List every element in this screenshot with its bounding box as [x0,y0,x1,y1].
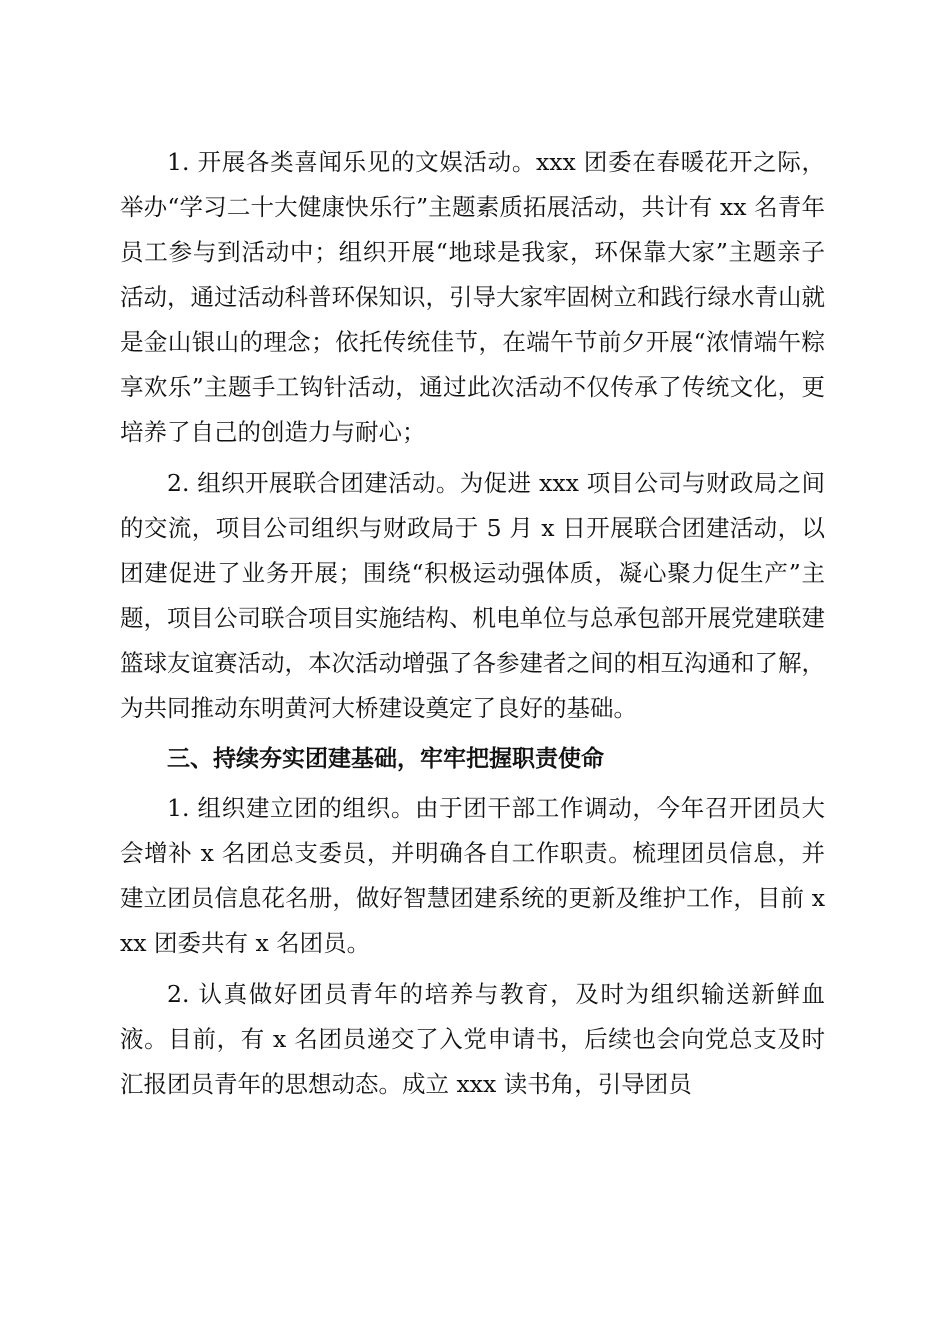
document-page [120,140,825,1107]
paragraph-organization-building: 1. 组织建立团的组织。由于团干部工作调动，今年召开团员大会增补 x 名团总支委员，并明确各自工作职责。梳理团员信息，并建立团员信息花名册，做好智慧团建系统的更新及维护工作，目前 xxx 团委共有 x 名团员。 [120,794,825,957]
section-heading-3: 三、持续夯实团建基础，牢牢把握职责使命 [167,746,604,772]
paragraph-member-training: 2. 认真做好团员青年的培养与教育，及时为组织输送新鲜血液。目前，有 x 名团员递交了入党申请书，后续也会向党总支及时汇报团员青年的思想动态。成立 xxx 读书角，引导团员 [120,980,825,1098]
paragraph-cultural-activities: 1. 开展各类喜闻乐见的文娱活动。xxx 团委在春暖花开之际，举办“学习二十大健康快乐行”主题素质拓展活动，共计有 xx 名青年员工参与到活动中；组织开展“地球是我家，环保靠大家”主题亲子活动，通过活动科普环保知识，引导大家牢固树立和践行绿水青山就是金山银山的理念；依托传统佳节，在端午节前夕开展“浓情端午粽享欢乐”主题手工钩针活动，通过此次活动不仅传承了传统文化，更培养了自己的创造力与耐心； [120,148,825,446]
paragraph-joint-team-building: 2. 组织开展联合团建活动。为促进 xxx 项目公司与财政局之间的交流，项目公司组织与财政局于 5 月 x 日开展联合团建活动，以团建促进了业务开展；围绕“积极运动强体质，凝心聚力促生产”主题，项目公司联合项目实施结构、机电单位与总承包部开展党建联建篮球友谊赛活动，本次活动增强了各参建者之间的相互沟通和了解，为共同推动东明黄河大桥建设奠定了良好的基础。 [120,469,825,722]
